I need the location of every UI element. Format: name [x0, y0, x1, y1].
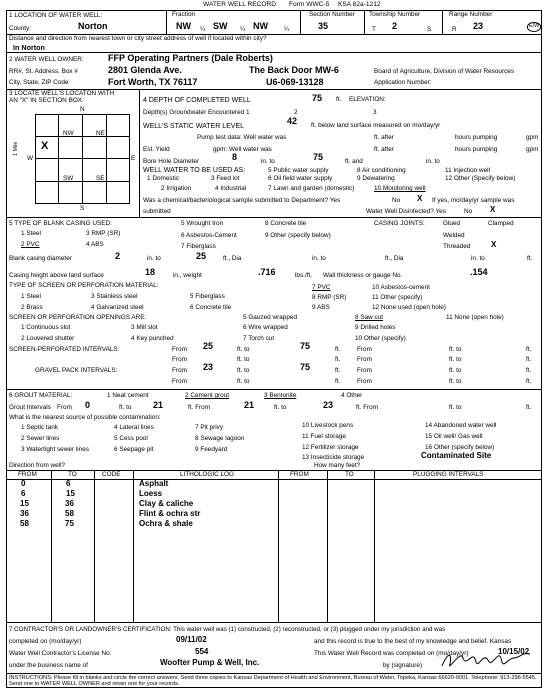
- use-industrial: 4 Industrial: [215, 185, 247, 192]
- section-1-label: 1 LOCATION OF WATER WELL:: [9, 12, 103, 19]
- contam-seepage: 6 Seepage pit: [114, 446, 154, 453]
- city-label: City, State, ZIP Code: [9, 79, 69, 86]
- well-location-mark: X: [41, 140, 49, 152]
- owner-city: Fort Worth, TX 76117: [108, 77, 198, 87]
- grout-ft-to-1: ft. to: [119, 404, 132, 411]
- use-other: 12 Other (Specify below): [445, 175, 516, 182]
- log-from: 58: [20, 519, 29, 528]
- pump-after-1: ft. after: [374, 134, 394, 141]
- spi-ft-4: ft.: [526, 356, 532, 363]
- contam-oil-gas: 15 Oil well/ Gas well: [425, 433, 483, 440]
- casing-other: 9 Other (specify below): [265, 232, 331, 239]
- compass-e: E: [131, 155, 136, 162]
- log-to: 6: [66, 479, 71, 488]
- gp-ft-4: ft.: [526, 378, 532, 385]
- bore-value: 8: [232, 152, 238, 162]
- gp-from-label-3: From: [172, 378, 187, 385]
- disinfected-mark: X: [490, 205, 496, 214]
- contam-sewer: 2 Sewer lines: [21, 435, 60, 442]
- board-label: Board of Agriculture, Division of Water Resources: [374, 68, 515, 75]
- casing-to: 25: [196, 251, 207, 261]
- log-to: 36: [65, 499, 74, 508]
- log-from: 0: [21, 479, 26, 488]
- use-feed-lot: 3 Feed lot: [211, 175, 240, 182]
- contam-fertilizer: 12 Fertilizer storage: [302, 444, 359, 451]
- range-label: Range Number: [449, 11, 493, 18]
- contam-livestock: 10 Livestock pens: [302, 422, 354, 429]
- screen-fiberglass: 5 Fiberglass: [190, 293, 225, 300]
- bore-ft-and: ft. and: [345, 158, 363, 165]
- grout-neat-cement: 1 Neat cement: [107, 392, 149, 399]
- owner-name: FFP Operating Partners (Dale Roberts): [108, 53, 273, 63]
- joint-threaded-mark: X: [491, 240, 497, 249]
- screen-intervals-label: SCREEN-PERFORATED INTERVALS:: [9, 346, 120, 353]
- log-from: 36: [20, 509, 29, 518]
- signature-label: by (signature): [383, 662, 423, 669]
- bore-label: Bore Hole Diameter: [143, 158, 200, 165]
- section-number: 35: [318, 21, 329, 31]
- section-5-label: 5 TYPE OF BLANK CASING USED:: [9, 220, 112, 227]
- quarter-2: SW: [213, 21, 228, 31]
- gp-ft-2: ft.: [526, 367, 532, 374]
- opening-drilled: 9 Drilled holes: [355, 324, 396, 331]
- log-description: Asphalt: [139, 479, 169, 488]
- range-number: 23: [473, 21, 484, 31]
- section-3-label: 3 LOCATE WELL'S LOCATON WITH: [9, 90, 115, 97]
- section-number-label: Section Number: [309, 11, 355, 18]
- grout-intervals-label: Grout Intervals: [9, 404, 51, 411]
- section-2-label: 2 WATER WELL OWNER:: [9, 56, 84, 63]
- contam-fuel: 11 Fuel storage: [302, 433, 346, 440]
- casing-lbs-ft: lbs./ft.: [295, 272, 313, 279]
- screen-material-label: TYPE OF SCREEN OR PERFORATION MATERIAL:: [9, 282, 159, 289]
- gp-ft-to-1: ft. to: [237, 367, 250, 374]
- gp-from: 23: [203, 362, 214, 372]
- quadrant-sw: SW: [63, 175, 74, 182]
- use-label: WELL WATER TO BE USED AS:: [143, 167, 246, 174]
- log-code-header: CODE: [102, 471, 121, 478]
- contam-feedyard: 9 Feedyard: [195, 446, 228, 453]
- screen-galvanized: 4 Galvanized steel: [91, 304, 144, 311]
- chem-no: No: [392, 197, 401, 204]
- spi-from-label-2: From: [357, 346, 372, 353]
- log-to: 75: [65, 519, 74, 528]
- grout-ft-end: ft.: [526, 404, 532, 411]
- contam-pit-privy: 7 Pit privy: [195, 424, 224, 431]
- opening-mill-slot: 3 Mill slot: [131, 324, 158, 331]
- quarter-3: NW: [253, 21, 268, 31]
- screen-pvc: 7 PVC: [312, 284, 331, 291]
- casing-weight-label: in., weight: [173, 272, 202, 279]
- spi-ft-1: ft.: [335, 346, 341, 353]
- log-description: Loess: [139, 489, 163, 498]
- record-completed-label: This Water Well Record was completed on (mo/day/yr): [314, 650, 469, 657]
- address-label: RR#, St. Address, Box #: [9, 68, 78, 75]
- township-t: T: [372, 26, 376, 33]
- record-date: 10/15/02: [498, 647, 530, 656]
- grout-ft-to-3: ft. to: [449, 404, 462, 411]
- casing-weight: .716: [258, 267, 276, 277]
- chem-tail: If yes, mo/day/yr sample was: [432, 197, 515, 204]
- static-tail: ft. below land surface measured on mo/day/yr: [311, 122, 441, 129]
- yield-label: Est. Yield: [143, 146, 170, 153]
- contam-lateral: 4 Lateral lines: [114, 424, 154, 431]
- log-from-header: FROM: [18, 471, 37, 478]
- township-s: S: [427, 26, 432, 33]
- form-title: WATER WELL RECORD: [203, 1, 277, 8]
- grout-other: 4 Other: [341, 392, 363, 399]
- use-injection-well: 11 Injection well: [445, 167, 490, 174]
- range-ew-mark: E/W: [527, 22, 541, 32]
- section-6-label: 6 GROUT MATERIAL:: [9, 392, 73, 399]
- hours-pumping-2: hours pumping: [455, 146, 498, 153]
- application-number-label: Application Number:: [374, 79, 432, 86]
- log-description: Ochra & shale: [139, 519, 193, 528]
- gp-from-label-2: From: [357, 367, 372, 374]
- yield-unit: gpm: Well water was: [213, 146, 272, 153]
- pump-test-label: Pump test data: Well water was: [197, 134, 287, 141]
- grout1-to: 21: [153, 400, 164, 410]
- openings-label: SCREEN OR PERFORATION OPENINGS ARE:: [9, 314, 147, 321]
- gp-from-label-1: From: [172, 367, 187, 374]
- opening-torch-cut: 7 Torch cut: [243, 335, 275, 342]
- opening-none: 11 None (open hole): [446, 314, 504, 321]
- casing-ft-dia-2: ft., Dia: [385, 255, 404, 262]
- casing-ft-dia-1: ft., Dia: [223, 255, 242, 262]
- spi-ft-to-4: ft. to: [449, 356, 462, 363]
- spi-ft-to-3: ft. to: [237, 356, 250, 363]
- opening-louvered: 2 Louvered shutter: [21, 335, 75, 342]
- quarter-mark-3: ¼: [284, 26, 290, 33]
- plug-to-header: TO: [345, 471, 354, 478]
- screen-other: 11 Other (specify): [372, 294, 423, 301]
- disinfected-no: No: [464, 208, 473, 215]
- joint-threaded: Threaded: [443, 243, 471, 250]
- bore-in-to: in. to: [261, 158, 275, 165]
- depth-label: 4 DEPTH OF COMPLETED WELL: [143, 97, 251, 104]
- casing-diameter-label: Blank casing diameter: [9, 255, 72, 262]
- owner-address: 2801 Glenda Ave.: [108, 65, 182, 75]
- township-number: 2: [392, 21, 398, 31]
- fraction-label: Fraction: [172, 11, 196, 18]
- grout-cement-grout: 2 Cement grout: [185, 392, 230, 399]
- elevation-label: ELEVATION:: [349, 96, 386, 103]
- grout-bentonite: 3 Bentonite: [264, 392, 297, 399]
- form-number: Form WWC-5: [289, 1, 330, 8]
- screen-asbestos: 10 Asbestos-cement: [372, 284, 430, 291]
- opening-continuous: 1 Continuous slot: [21, 324, 71, 331]
- grout-ft-from-2: ft. From: [356, 404, 379, 411]
- joint-clamped: Clamped: [488, 220, 514, 227]
- use-lawn-garden: 7 Lawn and garden (domestic): [268, 185, 355, 192]
- depth-value: 75: [312, 93, 323, 103]
- completed-label: completed on (mo/day/yr): [9, 638, 82, 645]
- certification-line-1: 7 CONTRACTOR'S OR LANDOWNER'S CERTIFICATION: This water well was (1) constructed, (2) reconstructed, or (3) plugged under my jurisdiction and was: [9, 626, 446, 633]
- casing-concrete-tile: 8 Concrete tile: [265, 220, 307, 227]
- chem-sample-label: Was a chemical/bacteriological sample submitted to Department? Yes: [143, 197, 341, 204]
- contam-abandoned-well: 14 Abandoned water well: [425, 422, 497, 429]
- use-dewatering: 9 Dewatering: [357, 175, 395, 182]
- screen-none: 12 None used (open hole): [372, 304, 446, 311]
- section-3-label-2: AN "X" IN SECTION BOX:: [9, 97, 84, 104]
- license-number: 554: [195, 647, 209, 656]
- grout1-from: 0: [85, 400, 91, 410]
- log-description: Clay & caliche: [139, 499, 194, 508]
- spi-from-label-1: From: [172, 346, 187, 353]
- bore-to-value: 75: [313, 152, 324, 162]
- use-oil-field: 6 Oil field water supply: [268, 175, 333, 182]
- spi-ft-to-1: ft. to: [237, 346, 250, 353]
- gp-ft-3: ft.: [335, 378, 341, 385]
- casing-abs: 4 ABS: [86, 241, 104, 248]
- business-name: Woofter Pump & Well, Inc.: [160, 658, 260, 667]
- contam-sewage-lagoon: 8 Sewage lagoon: [195, 435, 245, 442]
- static-label: WELL'S STATIC WATER LEVEL: [143, 123, 245, 130]
- screen-abs: 9 ABS: [312, 304, 330, 311]
- joint-glued: Glued: [443, 220, 461, 227]
- log-description: Flint & ochra str: [139, 509, 201, 518]
- township-label: Township Number: [369, 11, 421, 18]
- casing-pvc: 2 PVC: [21, 241, 40, 248]
- screen-concrete: 6 Concrete tile: [190, 304, 232, 311]
- quadrant-se: SE: [96, 175, 105, 182]
- opening-saw-cut: 8 Saw cut: [355, 314, 384, 321]
- wall-thickness: .154: [470, 267, 488, 277]
- completed-date: 09/11/02: [176, 635, 207, 644]
- use-irrigation: 2 Irrigation: [161, 185, 192, 192]
- log-from: 6: [21, 489, 26, 498]
- certification-line-2: and this record is true to the best of my knowledge and belief. Kansas: [314, 638, 512, 645]
- casing-in-to-3: in. to: [471, 255, 485, 262]
- gp-ft-to-2: ft. to: [449, 367, 462, 374]
- depth-unit: ft.: [336, 96, 342, 103]
- screen-stainless: 3 Stainless steel: [91, 293, 138, 300]
- screen-brass: 2 Brass: [21, 304, 43, 311]
- lithologic-log-header: LITHOLOGIC LOG: [180, 471, 234, 478]
- contam-watertight: 3 Watertight sewer lines: [21, 446, 89, 453]
- license-label: Water Well Contractor's License No.: [9, 650, 112, 657]
- gpm-1: gpm: [526, 134, 539, 141]
- chem-no-mark: X: [417, 194, 423, 203]
- gw-3: 3: [373, 109, 377, 116]
- static-value: 42: [287, 116, 298, 126]
- gp-to: 75: [300, 362, 311, 372]
- use-monitoring-well: 10 Monitoring well: [374, 185, 426, 192]
- spi-ft-to-2: ft. to: [449, 346, 462, 353]
- gpm-2: gpm: [526, 146, 539, 153]
- spi-to: 75: [300, 341, 311, 351]
- groundwater-label: Depth(s) Groundwater Encountered 1: [143, 109, 250, 116]
- mile-scale-label: 1 Mile: [13, 141, 19, 156]
- compass-w: W: [27, 155, 34, 162]
- county-value: Norton: [78, 21, 108, 31]
- how-many-feet-label: How many feet?: [314, 462, 361, 469]
- spi-ft-2: ft.: [526, 346, 532, 353]
- compass-s: S: [80, 205, 85, 212]
- screen-rmp: 8 RMP (SR): [312, 294, 347, 301]
- permit-number: U6-069-13128: [266, 77, 324, 87]
- plug-from-header: FROM: [290, 471, 309, 478]
- grout-ft-from-1: ft. From: [188, 404, 211, 411]
- casing-diameter: 2: [115, 251, 121, 261]
- casing-joints-label: CASING JOINTS:: [374, 220, 425, 227]
- grout2-to: 23: [323, 400, 334, 410]
- spi-ft-3: ft.: [335, 356, 341, 363]
- quarter-1: NW: [176, 21, 191, 31]
- use-public-supply: 5 Public water supply: [268, 167, 329, 174]
- opening-key-punched: 4 Key punched: [131, 335, 174, 342]
- quadrant-nw: NW: [63, 130, 74, 137]
- casing-rmp: 3 RMP (SR): [86, 230, 121, 237]
- contam-septic: 1 Septic tank: [21, 424, 58, 431]
- range-r: R: [452, 26, 457, 33]
- gp-ft-to-3: ft. to: [237, 378, 250, 385]
- gp-from-label-4: From: [357, 378, 372, 385]
- spi-from: 25: [203, 341, 214, 351]
- casing-in-to-2: in. to: [312, 255, 326, 262]
- contamination-label: What is the nearest source of possible contamination:: [9, 414, 161, 421]
- gp-ft-1: ft.: [335, 367, 341, 374]
- pump-after-2: ft. after: [374, 146, 394, 153]
- gp-ft-to-4: ft. to: [449, 378, 462, 385]
- hours-pumping-1: hours pumping: [455, 134, 498, 141]
- log-from: 15: [20, 499, 29, 508]
- grout-from-label-1: From: [57, 404, 72, 411]
- opening-other: 10 Other (specify): [355, 335, 406, 342]
- joint-welded: Welded: [443, 232, 465, 239]
- compass-n: N: [80, 106, 85, 113]
- log-to-header: TO: [68, 471, 77, 478]
- use-air-conditioning: 8 Air conditioning: [357, 167, 406, 174]
- grout2-from: 21: [244, 400, 255, 410]
- distance-label: Distance and direction from nearest town or city street address of well if located within city?: [9, 35, 267, 42]
- opening-gauzed: 5 Gauzed wrapped: [243, 314, 298, 321]
- contam-other: 16 Other (specify below): [425, 444, 495, 451]
- casing-height: 18: [145, 267, 156, 277]
- spi-from-label-4: From: [357, 356, 372, 363]
- log-to: 58: [65, 509, 74, 518]
- screen-steel: 1 Steel: [21, 293, 41, 300]
- casing-fiberglass: 7 Fiberglass: [181, 243, 216, 250]
- wall-thickness-label: Wall thickness or gauge No.: [323, 272, 403, 279]
- opening-wire-wrapped: 6 Wire wrapped: [243, 324, 288, 331]
- instructions: INSTRUCTIONS: Please fill in blanks and circle the correct answers. Send three copies to Kansas Department of Health and Environment, Bureau of Water, Topeka, Kansas 66620-0001. Telephone: 913-296-5545. Send one to WATER WELL OWNER and retain one for your records.: [9, 675, 537, 688]
- casing-asbestos: 6 Asbestos-Cement: [181, 232, 237, 239]
- contam-cess-pool: 5 Cess pool: [114, 435, 148, 442]
- contaminated-site: Contaminated Site: [421, 451, 492, 460]
- quadrant-ne: NE: [96, 130, 105, 137]
- signature: [438, 648, 536, 672]
- ksa-reference: KSA 82a-1212: [338, 1, 381, 8]
- casing-in-to: in. to: [147, 255, 161, 262]
- plugging-intervals-header: PLUGGING INTERVALS: [413, 471, 484, 478]
- business-name-label: under the business name of: [9, 662, 88, 669]
- spi-from-label-3: From: [172, 356, 187, 363]
- casing-height-label: Casing height above land surface: [9, 272, 104, 279]
- county-label: County:: [9, 25, 32, 32]
- quarter-mark-1: ¼: [200, 26, 206, 33]
- site-name: The Back Door MW-6: [249, 65, 339, 75]
- casing-wrought-iron: 5 Wrought Iron: [181, 220, 224, 227]
- disinfected-label: Water Well Disinfected? Yes: [366, 208, 446, 215]
- contam-insecticide: 13 Insecticide storage: [302, 454, 365, 461]
- gravel-pack-label: GRAVEL PACK INTERVALS:: [35, 367, 118, 374]
- direction-label: Direction from well?: [9, 462, 66, 469]
- quarter-mark-2: ¼: [240, 26, 246, 33]
- casing-steel: 1 Steel: [21, 230, 41, 237]
- gw-2: 2: [294, 109, 298, 116]
- grout-ft-to-2: ft. to: [274, 404, 287, 411]
- bore-in-to-2: in. to: [426, 158, 440, 165]
- distance-value: In Norton: [13, 43, 45, 52]
- use-domestic: 1 Domestic: [147, 175, 179, 182]
- casing-ft-end: ft.: [527, 255, 533, 262]
- submitted-label: submitted: [143, 208, 171, 215]
- log-to: 15: [66, 489, 75, 498]
